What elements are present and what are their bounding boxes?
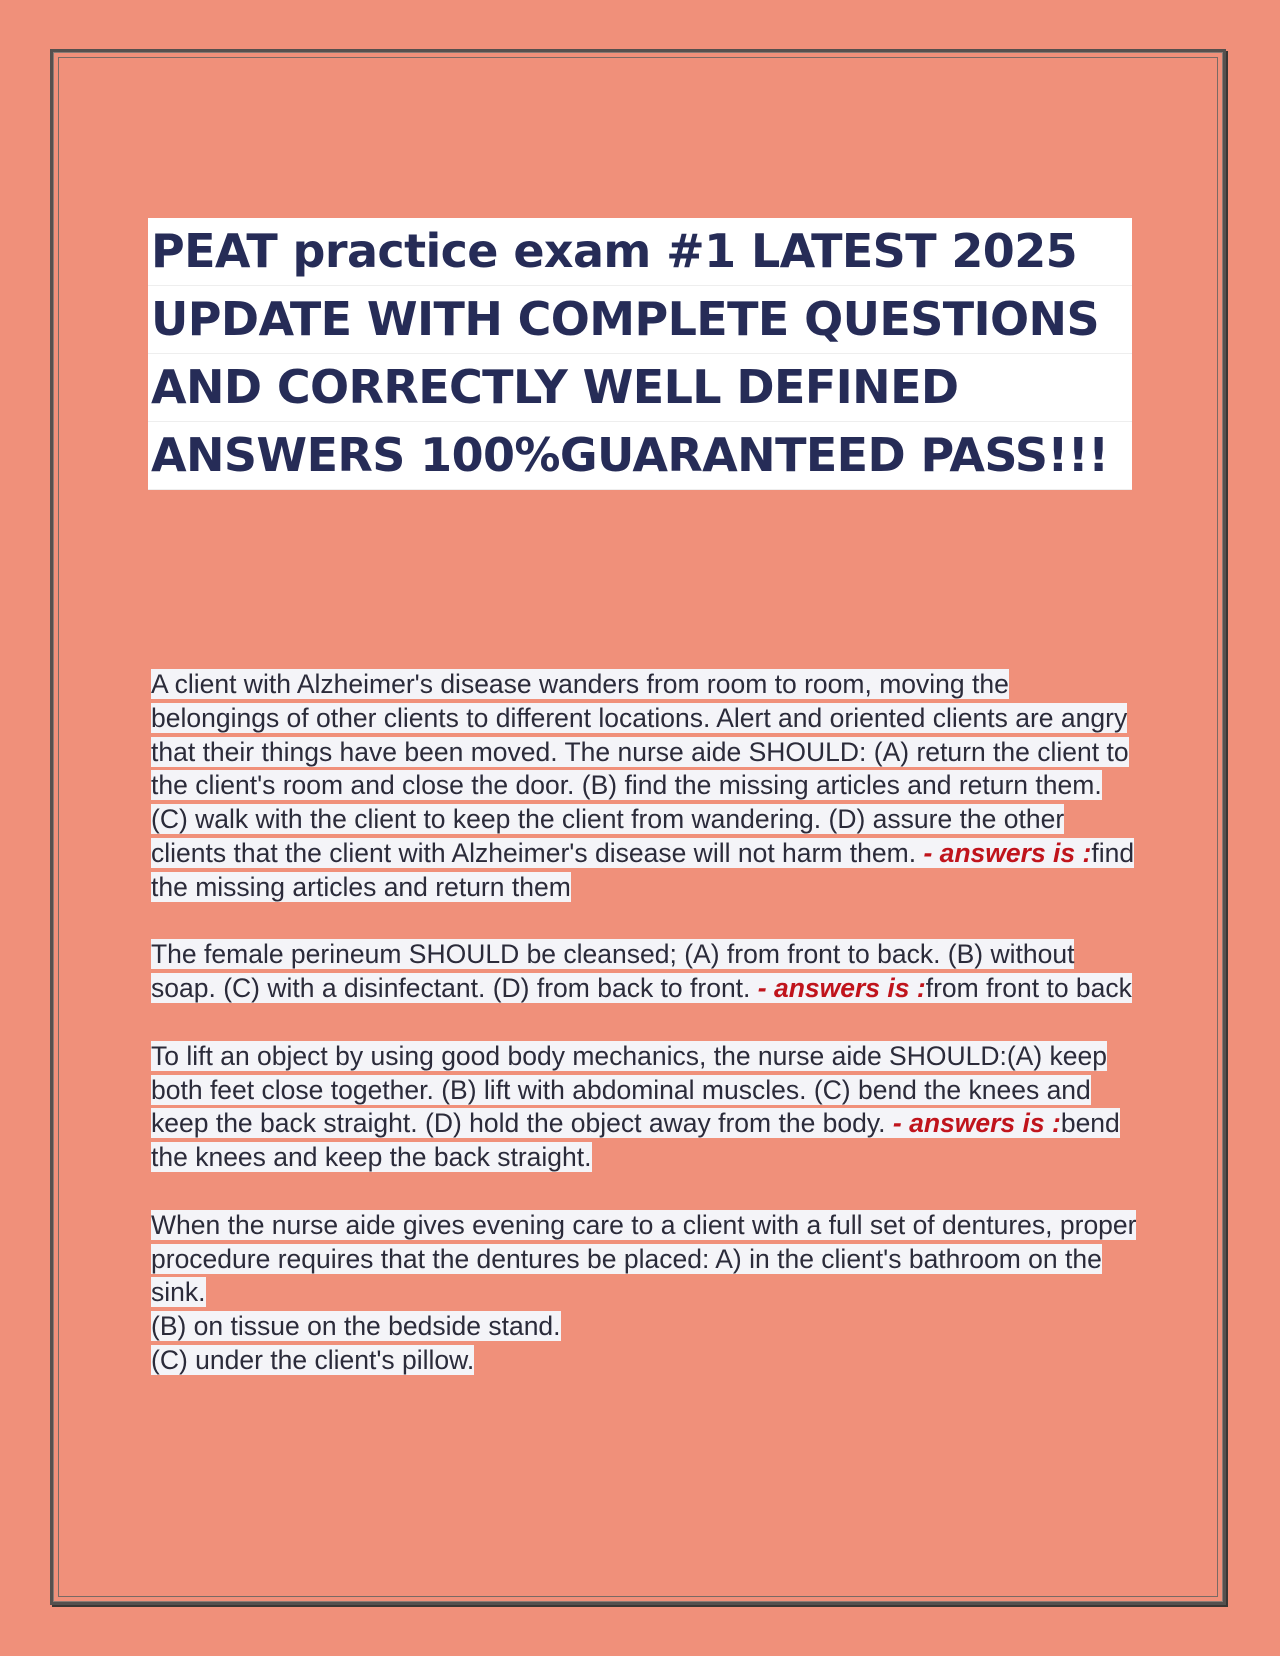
title-line: UPDATE WITH COMPLETE QUESTIONS (148, 286, 1132, 354)
answer-label: - answers is : (892, 1108, 1061, 1139)
question-text: The female perineum SHOULD be cleansed; (A) from front to back. (B) without soap. (C) with a disinfectant. (D) from back to front. (151, 939, 1075, 1004)
question-text: To lift an object by using good body mechanics, the nurse aide SHOULD:(A) keep both feet close together. (B) lift with abdominal muscles. (C) bend the knees and keep the back straight. (D) hold the object away from the body. (151, 1040, 1107, 1139)
question-item (151, 938, 1141, 1006)
option-text: (C) under the client's pillow. (151, 1344, 475, 1375)
title-line: PEAT practice exam #1 LATEST 2025 (148, 218, 1132, 286)
title-line: AND CORRECTLY WELL DEFINED (148, 354, 1132, 422)
question-item (151, 1040, 1141, 1175)
title-line: ANSWERS 100%GUARANTEED PASS!!! (148, 422, 1132, 490)
answer-label: - answers is : (757, 973, 926, 1004)
option-text: (B) on tissue on the bedside stand. (151, 1311, 561, 1342)
answer-text: find the missing articles and return them (151, 837, 1135, 902)
question-list (151, 668, 1141, 1412)
question-item (151, 668, 1141, 905)
document-title (148, 218, 1132, 490)
answer-text: from front to back (925, 973, 1132, 1004)
question-item (151, 1209, 1141, 1378)
question-text: A client with Alzheimer's disease wanders from room to room, moving the belongings of other clients to different locations. Alert and oriented clients are angry that their things have been moved. The nurse aide SHOULD: (A) return the client to the client's room and close the door. (B) find the missing articles and return them. (C) walk with the client to keep the client from wandering. (D) assure the other clients that the client with Alzheimer's disease will not harm them. (151, 669, 1129, 868)
question-text: When the nurse aide gives evening care to a client with a full set of dentures, proper procedure requires that the dentures be placed: A) in the client's bathroom on the sink. (151, 1209, 1137, 1308)
answer-label: - answers is : (923, 837, 1092, 868)
answer-text: bend the knees and keep the back straight. (151, 1108, 1120, 1173)
